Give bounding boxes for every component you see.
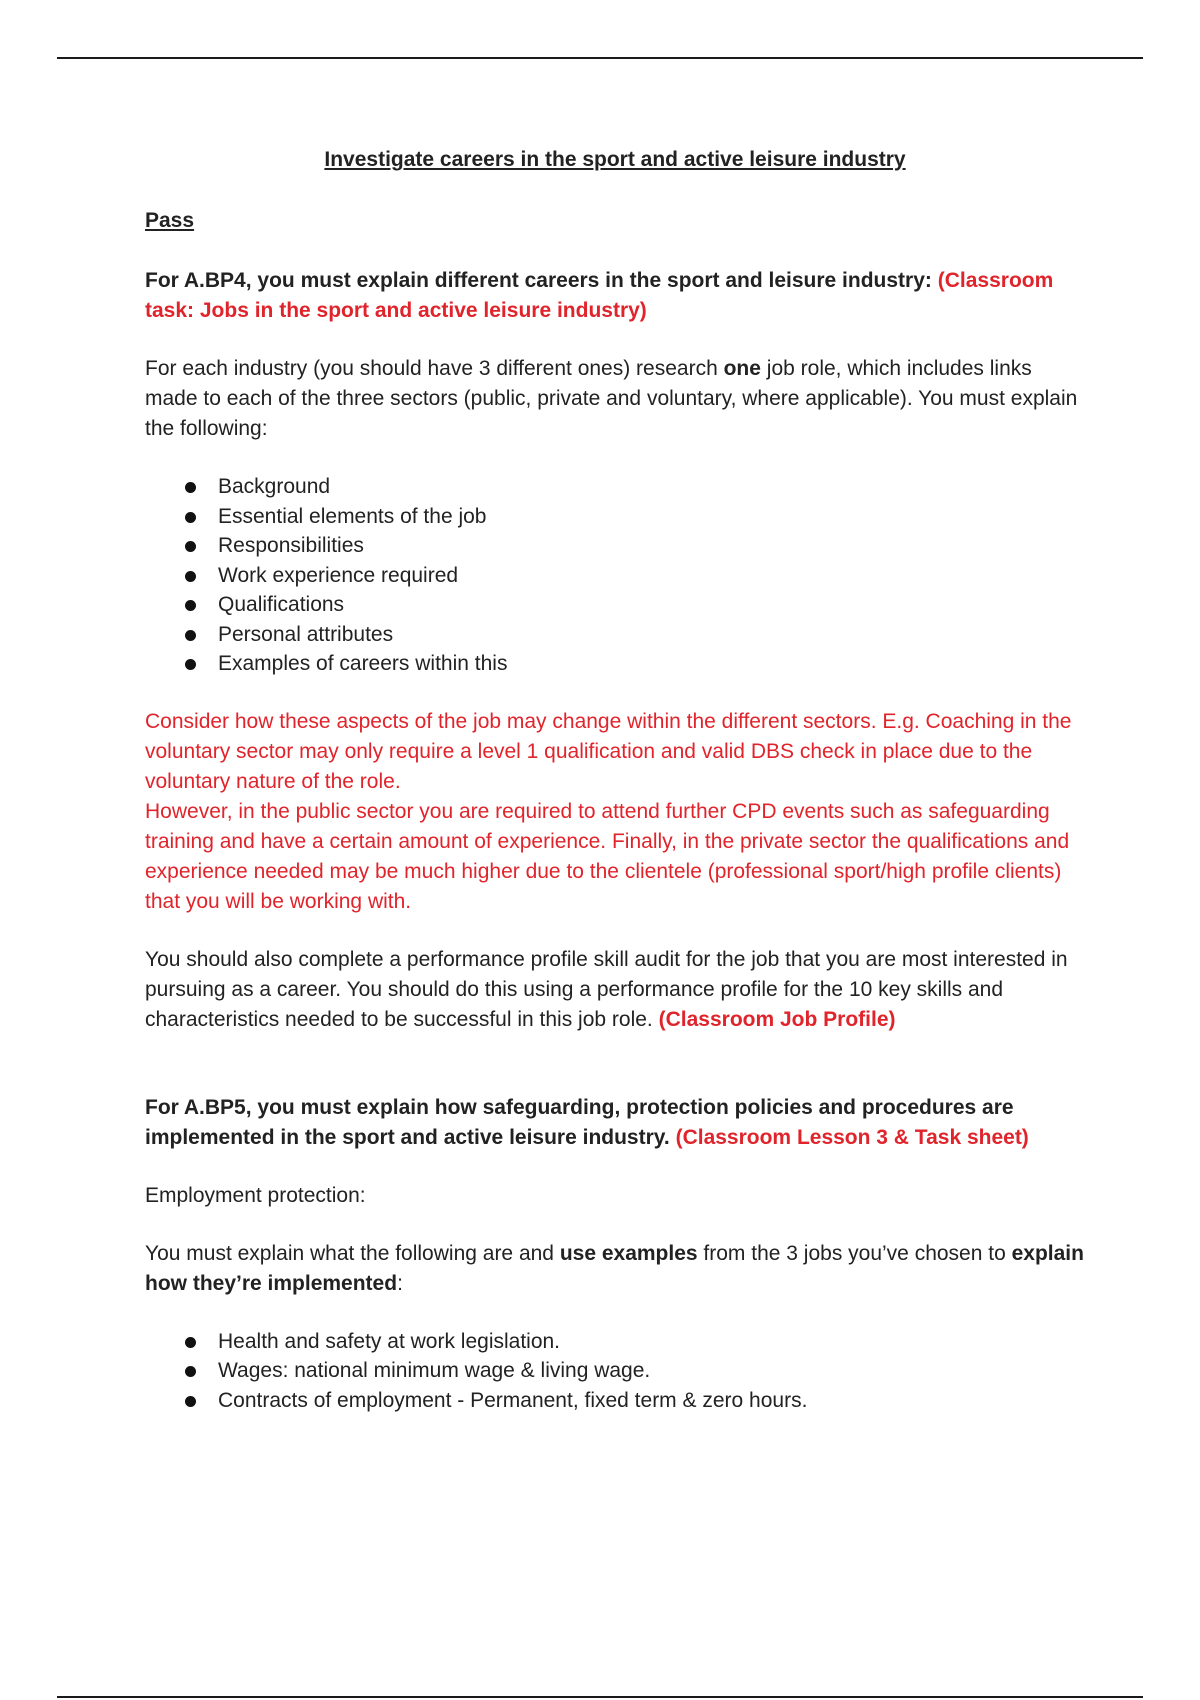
- footer-rule: [57, 1696, 1143, 1698]
- bp4-research-text-2: job role, which includes links made to each of the three sectors (public, private and voluntary, where applicable). You must explain the following:: [145, 357, 1078, 440]
- bp4-intro-text: For A.BP4, you must explain different careers in the sport and leisure industry:: [145, 269, 932, 292]
- document-page: [145, 143, 1085, 1443]
- header-rule: [57, 57, 1143, 59]
- sector-guidance: [145, 707, 1085, 917]
- bp4-intro-reference: (Classroom task: Jobs in the sport and active leisure industry): [145, 269, 1054, 322]
- bp5-explain-text-1: You must explain what the following are and: [145, 1241, 560, 1265]
- bp4-research-paragraph: [145, 354, 1085, 444]
- list-item: Personal attributes: [145, 620, 1085, 650]
- sector-guidance-voluntary: Consider how these aspects of the job may change within the different sectors. E.g. Coaching in the voluntary sector may only require a level 1 qualification and valid DBS check in place due to the voluntary nature of the role.: [145, 709, 1072, 793]
- list-item: Work experience required: [145, 561, 1085, 591]
- bp5-explain-emphasis-2: explain how they’re implemented: [145, 1241, 1084, 1295]
- sector-guidance-public-private: However, in the public sector you are required to attend further CPD events such as safeguarding training and have a certain amount of experience. Finally, in the private sector the qualifications and experience needed may be much higher due to the clientele (professional sport/high profile clients) that you will be working with.: [145, 799, 1070, 913]
- list-item: Contracts of employment - Permanent, fixed term & zero hours.: [145, 1386, 1085, 1416]
- performance-profile-paragraph: [145, 945, 1085, 1035]
- list-item: Background: [145, 472, 1085, 502]
- list-item: Qualifications: [145, 590, 1085, 620]
- bp5-explain-text-2: from the 3 jobs you’ve chosen to: [697, 1241, 1012, 1265]
- bp5-explain-paragraph: [145, 1239, 1085, 1299]
- bp5-intro-reference: (Classroom Lesson 3 & Task sheet): [675, 1125, 1029, 1149]
- level-heading: Pass: [145, 209, 195, 232]
- performance-profile-reference: (Classroom Job Profile): [658, 1007, 896, 1031]
- bp5-explain-emphasis-1: use examples: [559, 1241, 698, 1265]
- performance-profile-text: You should also complete a performance profile skill audit for the job that you are most interested in pursuing as a career. You should do this using a performance profile for the 10 key skills and characteristics needed to be successful in this job role.: [145, 947, 1068, 1031]
- bp5-intro: [145, 1093, 1085, 1153]
- list-item: Health and safety at work legislation.: [145, 1327, 1085, 1357]
- list-item: Essential elements of the job: [145, 502, 1085, 532]
- bp5-bullet-list: [145, 1327, 1085, 1416]
- bp4-bullet-list: [145, 472, 1085, 679]
- list-item: Responsibilities: [145, 531, 1085, 561]
- list-item: Examples of careers within this: [145, 649, 1085, 679]
- bp5-intro-text: For A.BP5, you must explain how safeguarding, protection policies and procedures are implemented in the sport and active leisure industry.: [145, 1095, 1014, 1149]
- employment-protection-label: Employment protection:: [145, 1183, 366, 1207]
- bp5-explain-text-3: :: [397, 1271, 403, 1295]
- bp4-intro: [145, 266, 1085, 326]
- bp4-research-text-1: For each industry (you should have 3 different ones) research: [145, 357, 724, 380]
- list-item: Wages: national minimum wage & living wage.: [145, 1356, 1085, 1386]
- document-title: Investigate careers in the sport and active leisure industry: [324, 148, 906, 171]
- bp4-research-emphasis: one: [723, 357, 761, 380]
